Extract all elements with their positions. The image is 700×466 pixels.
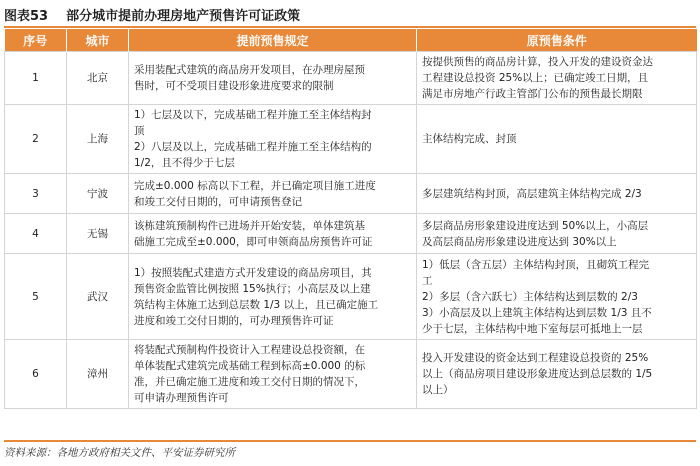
row-original-rule — [417, 254, 697, 340]
top-rule — [4, 26, 696, 28]
cell-line: 可申请办理预售许可 — [134, 392, 229, 404]
row-early-rule — [129, 52, 417, 105]
header-early-rule: 提前预售规定 — [129, 29, 417, 52]
cell-line: 主体结构完成、封顶 — [422, 133, 517, 145]
cell-line: 3）小高层及以上建筑主体结构达到层数 1/3 且不 — [422, 306, 652, 319]
cell-line: 以上） — [422, 384, 454, 396]
row-number: 6 — [5, 340, 67, 409]
row-number: 5 — [5, 254, 67, 340]
header-original-rule: 原预售条件 — [417, 29, 697, 52]
cell-line: 将装配式预制构件投资计入工程建设总投资额，在 — [134, 344, 365, 356]
header-num: 序号 — [5, 29, 67, 52]
table-row — [5, 52, 697, 105]
cell-line: 采用装配式建筑的商品房开发项目，在办理房屋预 — [134, 64, 365, 76]
cell-line: 按提供预售的商品房计算，投入开发的建设资金达 — [422, 56, 653, 68]
cell-line: 筑结构主体施工达到总层数 1/3 以上，且已确定施工 — [134, 298, 379, 311]
cell-line: 预售资金监管比例按照 15%执行；小高层及以上建 — [134, 282, 371, 295]
row-city: 武汉 — [67, 254, 129, 340]
row-number: 3 — [5, 174, 67, 214]
cell-line: 2）八层及以上，完成基础工程并施工至主体结构的 — [134, 141, 372, 153]
row-city: 上海 — [67, 105, 129, 174]
header-city: 城市 — [67, 29, 129, 52]
row-city: 宁波 — [67, 174, 129, 214]
cell-line: 1）七层及以下，完成基础工程并施工至主体结构封 — [134, 109, 372, 121]
figure-title — [4, 2, 696, 26]
row-early-rule — [129, 340, 417, 409]
row-original-rule — [417, 214, 697, 254]
cell-line: 售时，可不受项目建设形象进度要求的限制 — [134, 80, 334, 92]
cell-line: 投入开发建设的资金达到工程建设总投资的 25% — [422, 352, 649, 364]
row-number: 2 — [5, 105, 67, 174]
cell-line: 该栋建筑预制构件已进场并开始安装，单体建筑基 — [134, 219, 365, 232]
cell-line: 进度和竣工交付日期的，可办理预售许可证 — [134, 314, 334, 327]
row-original-rule — [417, 105, 697, 174]
cell-line: 单体装配式建筑完成基础工程到标高±0.000 的标 — [134, 360, 366, 372]
cell-line: 顶 — [134, 125, 145, 137]
row-city: 漳州 — [67, 340, 129, 409]
row-city: 无锡 — [67, 214, 129, 254]
cell-line: 础施工完成至±0.000，即可申领商品房预售许可证 — [134, 235, 373, 248]
cell-line: 1）按照装配式建造方式开发建设的商品房项目，其 — [134, 266, 372, 279]
row-number: 4 — [5, 214, 67, 254]
row-original-rule — [417, 174, 697, 214]
table-row — [5, 174, 697, 214]
table-row — [5, 105, 697, 174]
cell-line: 工程建设总投资 25%以上；已确定竣工日期，且 — [422, 72, 649, 84]
bottom-rule — [4, 440, 696, 442]
row-original-rule — [417, 340, 697, 409]
figure-caption: 部分城市提前办理房地产预售许可证政策 — [66, 8, 301, 24]
row-city: 北京 — [67, 52, 129, 105]
figure-label: 图表53 — [4, 8, 49, 24]
cell-line: 和竣工交付日期的，可申请预售登记 — [134, 195, 302, 208]
cell-line: 少于七层，主体结构中地下室每层可抵地上一层 — [422, 322, 643, 335]
source-note: 资料来源：各地方政府相关文件、平安证券研究所 — [4, 447, 235, 459]
cell-line: 完成±0.000 标高以下工程，并已确定项目施工进度 — [134, 179, 376, 192]
table-row — [5, 254, 697, 340]
row-early-rule — [129, 174, 417, 214]
cell-line: 以上（商品房项目建设形象进度达到总层数的 1/5 — [422, 368, 653, 380]
table-row — [5, 340, 697, 409]
table-row — [5, 214, 697, 254]
policy-table — [4, 29, 697, 409]
row-early-rule — [129, 105, 417, 174]
cell-line: 工 — [422, 274, 433, 287]
cell-line: 2）多层（含六跃七）主体结构达到层数的 2/3 — [422, 290, 638, 303]
row-early-rule — [129, 214, 417, 254]
cell-line: 准，并已确定施工进度和竣工交付日期的情况下， — [134, 376, 365, 388]
cell-line: 1/2，且不得少于七层 — [134, 157, 235, 169]
cell-line: 1）低层（含五层）主体结构封顶，且砌筑工程完 — [422, 258, 650, 271]
cell-line: 多层商品房形象建设进度达到 50%以上，小高层 — [422, 219, 649, 232]
cell-line: 多层建筑结构封顶，高层建筑主体结构完成 2/3 — [422, 187, 642, 200]
table-header-row — [5, 29, 697, 52]
cell-line: 满足市房地产行政主管部门公布的预售最长期限 — [422, 88, 643, 100]
cell-line: 及高层商品房形象建设进度达到 30%以上 — [422, 235, 617, 248]
row-number: 1 — [5, 52, 67, 105]
row-original-rule — [417, 52, 697, 105]
row-early-rule — [129, 254, 417, 340]
